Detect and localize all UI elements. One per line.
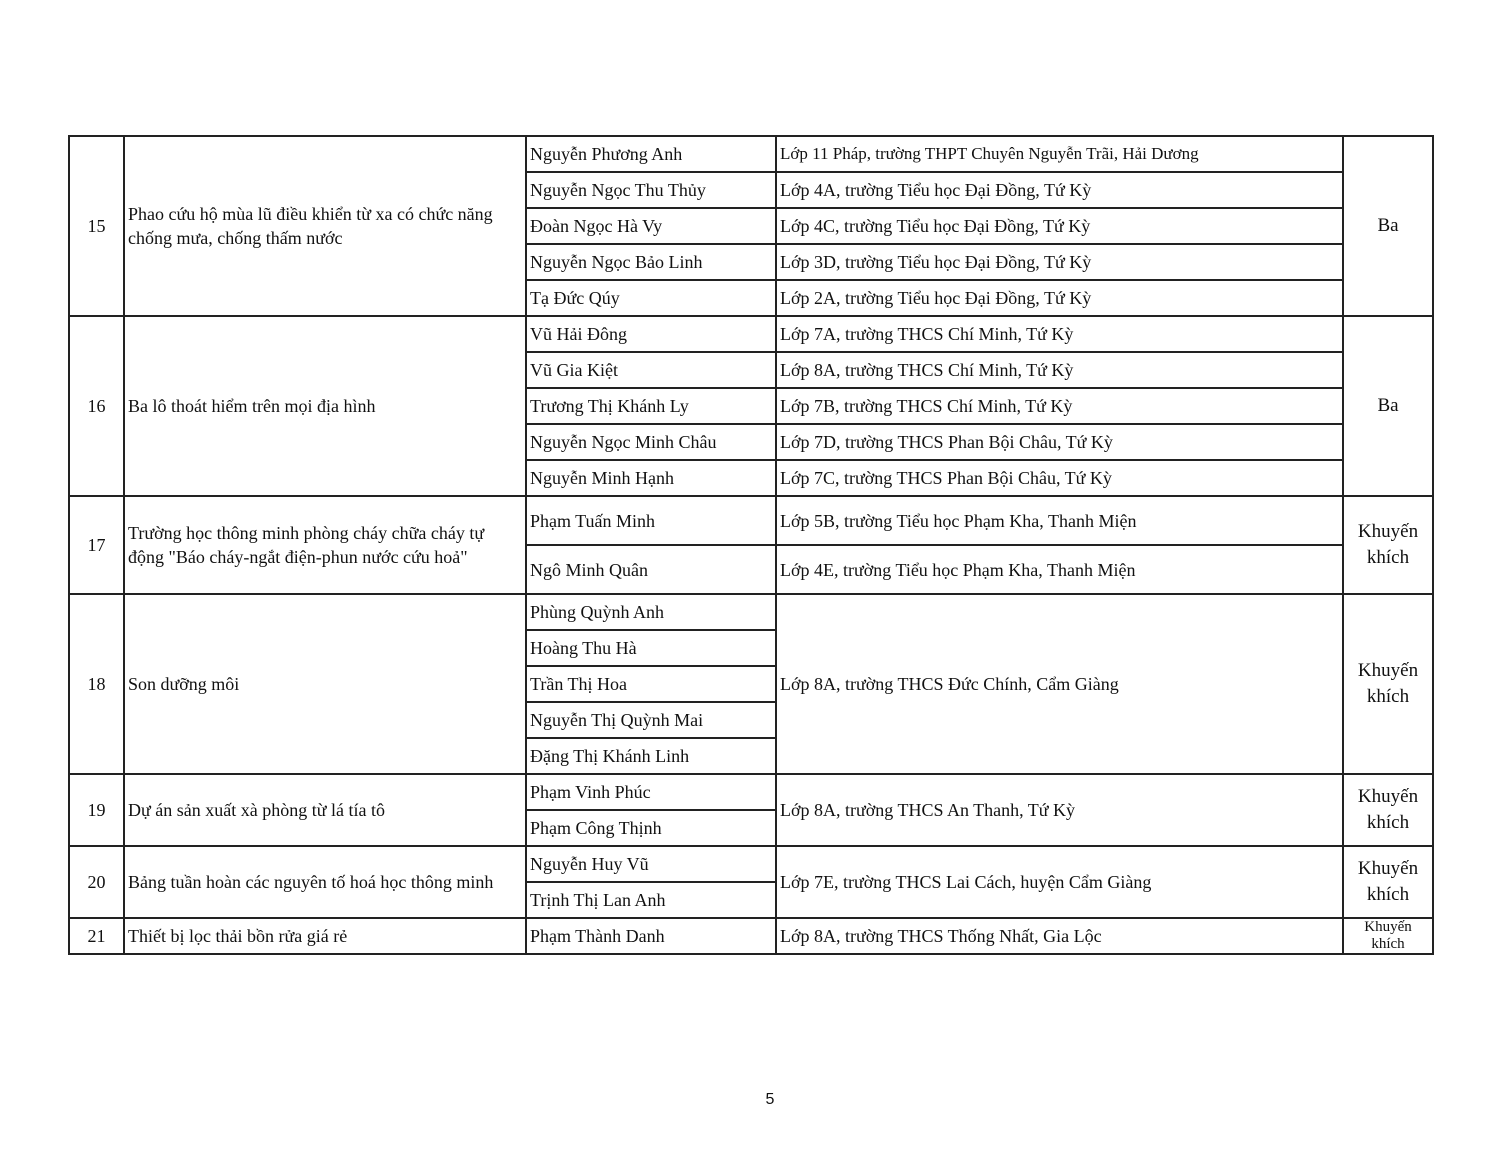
student-school: Lớp 8A, trường THCS Chí Minh, Tứ Kỳ (776, 352, 1343, 388)
table-row (69, 136, 1433, 172)
entry-number: 17 (69, 496, 124, 594)
award-line-2: khích (1366, 884, 1410, 905)
entry-number: 15 (69, 136, 124, 316)
table-row (69, 496, 1433, 545)
page-number: 5 (765, 1091, 775, 1108)
student-school: Lớp 7E, trường THCS Lai Cách, huyện Cẩm Giàng (776, 846, 1343, 918)
student-school: Lớp 4A, trường Tiểu học Đại Đồng, Tứ Kỳ (776, 172, 1343, 208)
student-name: Nguyễn Phương Anh (526, 136, 776, 172)
award-line-2: khích (1371, 936, 1405, 952)
table-row (69, 918, 1433, 954)
table-row (69, 774, 1433, 810)
award-level (1343, 918, 1433, 954)
student-school: Lớp 8A, trường THCS Thống Nhất, Gia Lộc (776, 918, 1343, 954)
student-name: Đặng Thị Khánh Linh (526, 738, 776, 774)
student-school: Lớp 8A, trường THCS Đức Chính, Cẩm Giàng (776, 594, 1343, 774)
student-name: Phạm Vinh Phúc (526, 774, 776, 810)
table-row (69, 316, 1433, 352)
award-level: Ba (1343, 136, 1433, 316)
entry-number: 21 (69, 918, 124, 954)
project-title: Dự án sản xuất xà phòng từ lá tía tô (124, 774, 526, 846)
award-level (1343, 846, 1433, 918)
student-name: Nguyễn Huy Vũ (526, 846, 776, 882)
student-name: Hoàng Thu Hà (526, 630, 776, 666)
project-title: Phao cứu hộ mùa lũ điều khiển từ xa có chức năng chống mưa, chống thấm nước (124, 136, 526, 316)
student-school: Lớp 2A, trường Tiểu học Đại Đồng, Tứ Kỳ (776, 280, 1343, 316)
student-name: Nguyễn Minh Hạnh (526, 460, 776, 496)
award-line-1: Khuyến (1357, 660, 1419, 681)
award-line-1: Khuyến (1357, 858, 1419, 879)
entry-number: 19 (69, 774, 124, 846)
student-school: Lớp 7C, trường THCS Phan Bội Châu, Tứ Kỳ (776, 460, 1343, 496)
student-school: Lớp 5B, trường Tiểu học Phạm Kha, Thanh Miện (776, 496, 1343, 545)
entry-number: 16 (69, 316, 124, 496)
student-name: Nguyễn Ngọc Thu Thủy (526, 172, 776, 208)
student-name: Phạm Công Thịnh (526, 810, 776, 846)
entry-number: 18 (69, 594, 124, 774)
award-level (1343, 594, 1433, 774)
student-name: Nguyễn Ngọc Bảo Linh (526, 244, 776, 280)
student-school: Lớp 8A, trường THCS An Thanh, Tứ Kỳ (776, 774, 1343, 846)
student-name: Ngô Minh Quân (526, 545, 776, 594)
student-name: Nguyễn Ngọc Minh Châu (526, 424, 776, 460)
student-school: Lớp 11 Pháp, trường THPT Chuyên Nguyễn Trãi, Hải Dương (776, 136, 1343, 172)
student-name: Tạ Đức Qúy (526, 280, 776, 316)
award-line-1: Khuyến (1357, 786, 1419, 807)
student-school: Lớp 7A, trường THCS Chí Minh, Tứ Kỳ (776, 316, 1343, 352)
student-name: Vũ Gia Kiệt (526, 352, 776, 388)
student-name: Đoàn Ngọc Hà Vy (526, 208, 776, 244)
award-level (1343, 496, 1433, 594)
project-title: Bảng tuần hoàn các nguyên tố hoá học thông minh (124, 846, 526, 918)
awards-table (68, 135, 1434, 955)
award-line-1: Khuyến (1364, 919, 1412, 935)
project-title: Trường học thông minh phòng cháy chữa cháy tự động "Báo cháy-ngắt điện-phun nước cứu hoả" (124, 496, 526, 594)
student-name: Phạm Thành Danh (526, 918, 776, 954)
award-line-2: khích (1366, 547, 1410, 568)
student-school: Lớp 7B, trường THCS Chí Minh, Tứ Kỳ (776, 388, 1343, 424)
award-level: Ba (1343, 316, 1433, 496)
table-row (69, 846, 1433, 882)
student-school: Lớp 4E, trường Tiểu học Phạm Kha, Thanh Miện (776, 545, 1343, 594)
student-name: Trương Thị Khánh Ly (526, 388, 776, 424)
award-line-1: Khuyến (1357, 521, 1419, 542)
award-level (1343, 774, 1433, 846)
student-school: Lớp 7D, trường THCS Phan Bội Châu, Tứ Kỳ (776, 424, 1343, 460)
student-name: Trần Thị Hoa (526, 666, 776, 702)
table-row (69, 594, 1433, 630)
student-name: Phùng Quỳnh Anh (526, 594, 776, 630)
student-name: Phạm Tuấn Minh (526, 496, 776, 545)
student-name: Vũ Hải Đông (526, 316, 776, 352)
student-name: Nguyễn Thị Quỳnh Mai (526, 702, 776, 738)
award-line-2: khích (1366, 812, 1410, 833)
project-title: Ba lô thoát hiểm trên mọi địa hình (124, 316, 526, 496)
entry-number: 20 (69, 846, 124, 918)
student-name: Trịnh Thị Lan Anh (526, 882, 776, 918)
project-title: Son dưỡng môi (124, 594, 526, 774)
student-school: Lớp 4C, trường Tiểu học Đại Đồng, Tứ Kỳ (776, 208, 1343, 244)
student-school: Lớp 3D, trường Tiểu học Đại Đồng, Tứ Kỳ (776, 244, 1343, 280)
award-line-2: khích (1366, 686, 1410, 707)
project-title: Thiết bị lọc thải bồn rửa giá rẻ (124, 918, 526, 954)
